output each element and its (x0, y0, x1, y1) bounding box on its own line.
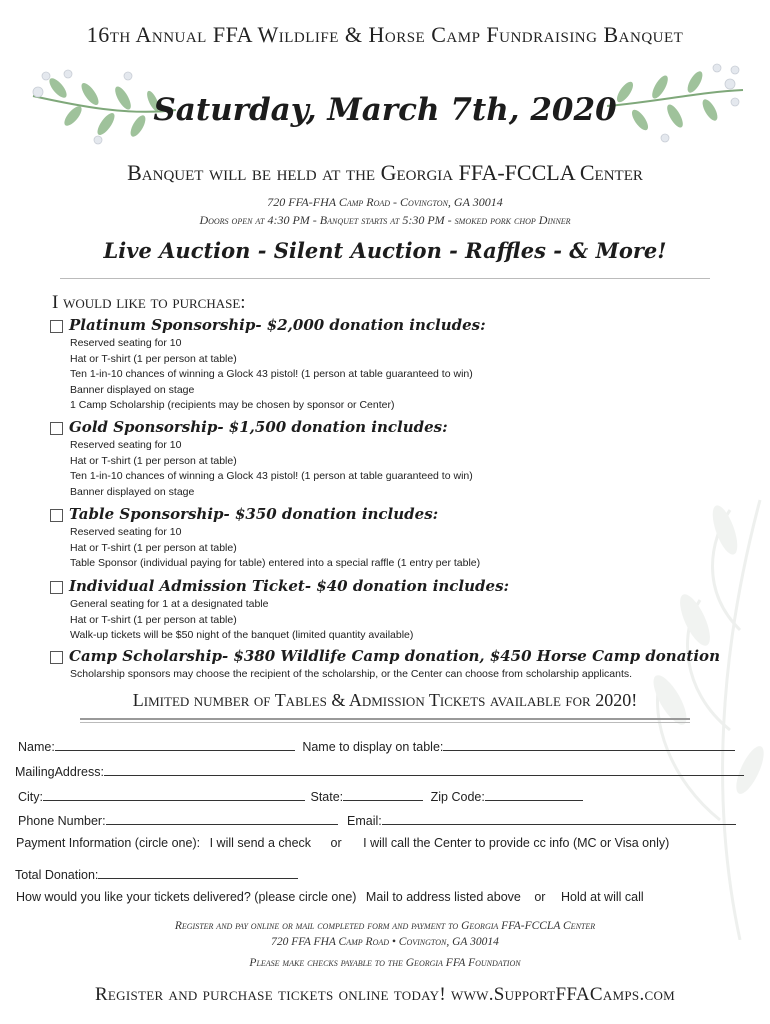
option-table (50, 505, 480, 572)
list-item: Table Sponsor (individual paying for table) entered into a special raffle (1 entry per table) (70, 557, 481, 570)
online-registration-link[interactable]: Register and purchase tickets online today! www.SupportFFACamps.com (94, 984, 676, 1005)
total-label: Total Donation: (15, 868, 99, 882)
divider (80, 722, 690, 723)
list-item: Hat or T-shirt (1 per person at table) (70, 541, 237, 554)
checkbox-icon[interactable] (50, 509, 63, 522)
option-gold (50, 418, 473, 500)
event-highlights: Live Auction - Silent Auction - Raffles - & More! (103, 238, 667, 263)
purchase-heading: I would like to purchase: (52, 292, 246, 313)
state-field[interactable] (343, 788, 423, 801)
mailing-address-field[interactable] (104, 763, 744, 776)
list-item: Hat or T-shirt (1 per person at table) (70, 613, 237, 626)
list-item: Scholarship sponsors may choose the recipient of the scholarship, or the Center can choose from scholarship applicants. (70, 668, 633, 680)
city-label: City: (18, 790, 43, 804)
mailing-label: MailingAddress: (15, 765, 104, 779)
payment-option-card[interactable]: I will call the Center to provide cc info (MC or Visa only) (363, 836, 670, 850)
city-row (18, 788, 583, 804)
event-title: 16th Annual FFA Wildlife & Horse Camp Fundraising Banquet (86, 22, 684, 47)
checkbox-icon[interactable] (50, 651, 63, 664)
name-field[interactable] (55, 738, 295, 751)
option-title: Camp Scholarship- $380 Wildlife Camp donation, $450 Horse Camp donation (69, 647, 720, 665)
city-field[interactable] (43, 788, 305, 801)
divider (60, 278, 710, 279)
list-item: Reserved seating for 10 (70, 337, 182, 349)
phone-row (18, 812, 736, 828)
option-platinum (50, 316, 486, 414)
footer-address: 720 FFA FHA Camp Road • Covington, GA 30014 (271, 936, 499, 948)
phone-field[interactable] (106, 812, 338, 825)
checkbox-icon[interactable] (50, 320, 63, 333)
delivery-row (16, 890, 644, 904)
list-item: Banner displayed on stage (70, 485, 195, 498)
footer-instructions: Register and pay online or mail completed form and payment to Georgia FFA-FCCLA Center (174, 920, 596, 932)
total-donation-field[interactable] (98, 866, 298, 879)
list-item: Ten 1-in-10 chances of winning a Glock 43 pistol! (1 person at table guaranteed to win) (70, 470, 473, 483)
mailing-row (15, 763, 744, 779)
delivery-or: or (534, 890, 546, 904)
venue-line: Banquet will be held at the Georgia FFA-FCCLA Center (127, 160, 643, 185)
list-item: Hat or T-shirt (1 per person at table) (70, 352, 237, 365)
payment-option-check[interactable]: I will send a check (209, 836, 312, 850)
delivery-option-will-call[interactable]: Hold at will call (560, 890, 644, 904)
email-field[interactable] (382, 812, 736, 825)
option-title: Gold Sponsorship- $1,500 donation includes: (69, 418, 448, 436)
state-label: State: (310, 790, 344, 804)
list-item: Reserved seating for 10 (70, 439, 182, 451)
payment-row (16, 836, 669, 850)
list-item: Banner displayed on stage (70, 383, 195, 396)
zip-label: Zip Code: (430, 790, 485, 804)
list-item: 1 Camp Scholarship (recipients may be chosen by sponsor or Center) (70, 399, 395, 412)
footer-check-note: Please make checks payable to the Georgia FFA Foundation (249, 957, 521, 969)
phone-label: Phone Number: (18, 814, 106, 828)
checkbox-icon[interactable] (50, 581, 63, 594)
list-item: Ten 1-in-10 chances of winning a Glock 43 pistol! (1 person at table guaranteed to win) (70, 368, 473, 381)
list-item: General seating for 1 at a designated table (70, 598, 269, 610)
email-label: Email: (347, 814, 382, 828)
payment-label: Payment Information (circle one): (16, 836, 201, 850)
payment-or: or (330, 836, 342, 850)
delivery-option-mail[interactable]: Mail to address listed above (365, 890, 521, 904)
checkbox-icon[interactable] (50, 422, 63, 435)
list-item: Hat or T-shirt (1 per person at table) (70, 454, 237, 467)
event-date: Saturday, March 7th, 2020 (153, 92, 617, 128)
event-times: Doors open at 4:30 PM - Banquet starts at 5:30 PM - smoked pork chop Dinner (199, 213, 571, 227)
limited-notice: Limited number of Tables & Admission Tickets available for 2020! (132, 690, 638, 710)
total-row (15, 866, 298, 882)
display-name-field[interactable] (443, 738, 735, 751)
option-individual (50, 577, 509, 644)
name-row (18, 738, 735, 754)
zip-field[interactable] (485, 788, 583, 801)
option-title: Individual Admission Ticket- $40 donation includes: (69, 577, 510, 595)
display-name-label: Name to display on table: (302, 740, 444, 754)
list-item: Reserved seating for 10 (70, 526, 182, 538)
list-item: Walk-up tickets will be $50 night of the banquet (limited quantity available) (70, 629, 414, 642)
name-label: Name: (18, 740, 55, 754)
venue-address: 720 FFA-FHA Camp Road - Covington, GA 30014 (267, 195, 503, 209)
delivery-label: How would you like your tickets delivered? (please circle one) (16, 890, 357, 904)
option-title: Table Sponsorship- $350 donation includes: (69, 505, 439, 523)
divider (80, 718, 690, 720)
option-scholarship (50, 647, 720, 683)
option-title: Platinum Sponsorship- $2,000 donation includes: (69, 316, 486, 334)
